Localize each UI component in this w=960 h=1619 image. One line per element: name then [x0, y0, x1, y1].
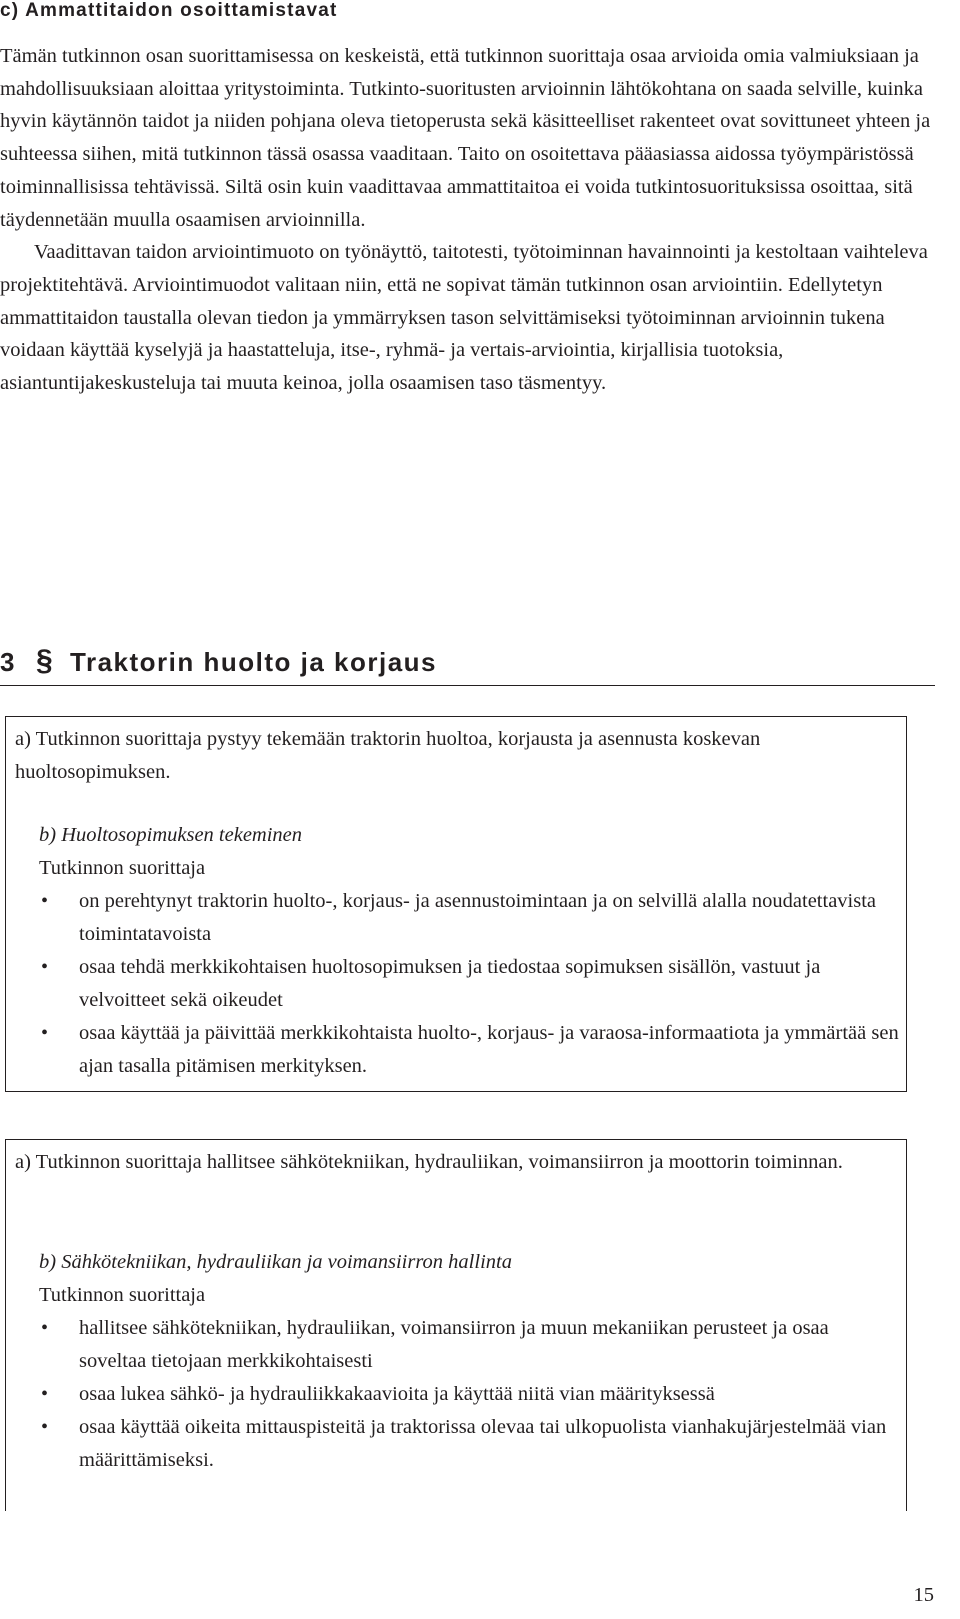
list-item-text: on perehtynyt traktorin huolto-, korjaus- ja asennustoimintaan ja on selvillä alalla noudatettavista toimintatavoista	[79, 890, 877, 945]
intro-paragraph-2: Vaadittavan taidon arviointimuoto on työnäyttö, taitotesti, työtoiminnan havainnointi ja kestoltaan vaihteleva projektitehtävä. Arviointimuodot valitaan niin, että ne sopivat tämän tutkinnon osan arviointiin. Edellytetyn ammattitaidon taustalla olevan tiedon ja ymmärryksen tason selvittämiseksi työtoiminnan arvioinnin tukena voidaan käyttää kyselyjä ja haastatteluja, itse-, ryhmä- ja vertais-arviointia, kirjallisia tuotoksia, asiantuntijakeskusteluja tai muuta keinoa, jolla osaamisen taso täsmentyy.	[0, 241, 928, 395]
list-item-text: osaa käyttää oikeita mittauspisteitä ja traktorissa olevaa tai ulkopuolista vianhakujärjestelmää vian määrittämiseksi.	[79, 1416, 887, 1471]
list-item-text: hallitsee sähkötekniikan, hydrauliikan, voimansiirron ja muun mekaniikan perusteet ja osaa soveltaa tietojaan merkkikohtaisesti	[79, 1317, 829, 1372]
section-sign: §	[36, 644, 55, 677]
section-number: 3	[0, 647, 16, 677]
list-item	[39, 1378, 899, 1411]
bullet-icon: •	[41, 956, 49, 978]
performer-label: Tutkinnon suorittaja	[39, 857, 206, 879]
list-item-text: osaa tehdä merkkikohtaisen huoltosopimuksen ja tiedostaa sopimuksen sisällön, vastuut ja velvoitteet sekä oikeudet	[79, 956, 821, 1011]
requirement-box-electrical-hydraulics	[5, 1139, 907, 1511]
list-item	[39, 885, 899, 951]
criteria-list	[39, 1312, 899, 1477]
list-item	[39, 1411, 899, 1477]
bullet-icon: •	[41, 1317, 49, 1339]
list-item	[39, 1312, 899, 1378]
requirement-box-service-contract	[5, 716, 907, 1092]
requirement-a-text: a) Tutkinnon suorittaja hallitsee sähkötekniikan, hydrauliikan, voimansiirron ja moottorin toiminnan.	[15, 1151, 843, 1173]
list-item-text: osaa lukea sähkö- ja hydrauliikkakaavioita ja käyttää niitä vian määrityksessä	[79, 1383, 715, 1405]
intro-paragraph-1: Tämän tutkinnon osan suorittamisessa on keskeistä, että tutkinnon suorittaja osaa arvioida omia valmiuksiaan ja mahdollisuuksiaan aloittaa yritystoiminta. Tutkinto-suoritusten arvioinnin lähtökohtana on saada selville, kuinka hyvin käytännön taidot ja niiden pohjana oleva tietoperusta sekä käsitteelliset rakenteet ovat sovittuneet yhteen ja suhteessa siihen, mitä tutkinnon tässä osassa vaaditaan. Taito on osoitettava pääasiassa aidossa työympäristössä toiminnallisissa tehtävissä. Siltä osin kuin vaadittavaa ammattitaitoa ei voida tutkintosuorituksissa osoittaa, sitä täydennetään muulla osaamisen arvioinnilla.	[0, 45, 931, 231]
assessment-methods-heading: c) Ammattitaidon osoittamistavat	[0, 0, 338, 21]
requirement-b-title: b) Sähkötekniikan, hydrauliikan ja voimansiirron hallinta	[39, 1251, 512, 1273]
requirement-a-text: a) Tutkinnon suorittaja pystyy tekemään traktorin huoltoa, korjausta ja asennusta koskevan huoltosopimuksen.	[15, 728, 761, 783]
criteria-list	[39, 885, 899, 1083]
performer-label: Tutkinnon suorittaja	[39, 1284, 206, 1306]
list-item	[39, 951, 899, 1017]
list-item	[39, 1017, 899, 1083]
bullet-icon: •	[41, 1416, 49, 1438]
bullet-icon: •	[41, 1383, 49, 1405]
bullet-icon: •	[41, 890, 49, 912]
bullet-icon: •	[41, 1022, 49, 1044]
section-title: Traktorin huolto ja korjaus	[70, 647, 437, 677]
page-number: 15	[913, 1584, 934, 1606]
requirement-b-title: b) Huoltosopimuksen tekeminen	[39, 824, 303, 846]
assessment-methods-text	[0, 40, 940, 400]
section-heading	[0, 644, 935, 686]
list-item-text: osaa käyttää ja päivittää merkkikohtaista huolto-, korjaus- ja varaosa-informaatiota ja ymmärtää sen ajan tasalla pitämisen merkityksen.	[79, 1022, 899, 1077]
